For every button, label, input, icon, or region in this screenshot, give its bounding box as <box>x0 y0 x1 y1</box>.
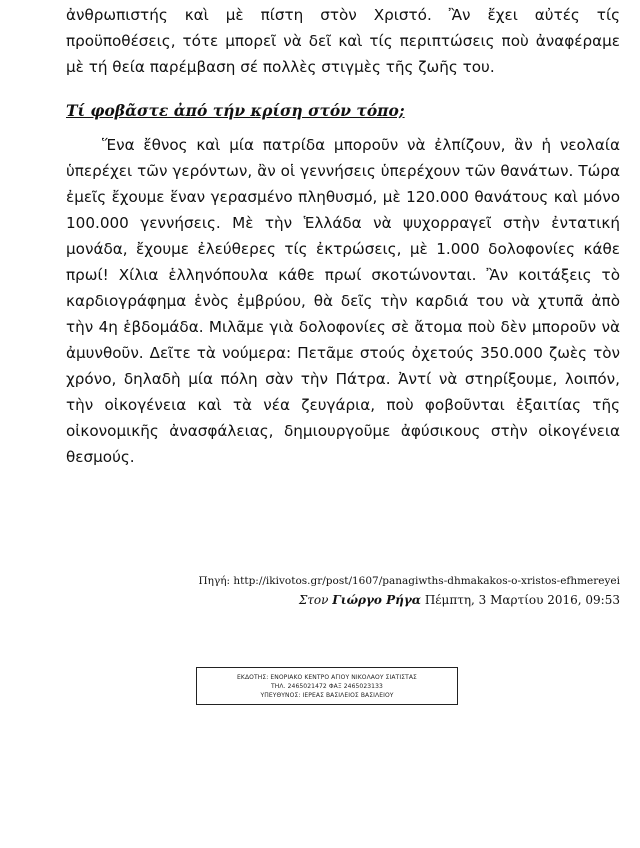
byline <box>299 592 620 608</box>
publisher-box <box>196 667 458 705</box>
question-heading: Τί φοβᾶστε ἀπό τήν κρίση στόν τόπο; <box>66 101 405 120</box>
source-line: Πηγή: http://ikivotos.gr/post/1607/panagiwths-dhmakakos-o-xristos-efhmereyei <box>198 575 620 587</box>
publisher-line-2: ΤΗΛ. 2465021472 ΦΑΞ 2465023133 <box>271 682 383 690</box>
publisher-line-1: ΕΚΔΟΤΗΣ: ΕΝΟΡΙΑΚΟ ΚΕΝΤΡΟ ΑΓΙΟΥ ΝΙΚΟΛΑΟΥ ΣΙΑΤΙΣΤΑΣ <box>237 673 417 681</box>
byline-prefix: Στον <box>298 593 333 607</box>
intro-paragraph: ἀνθρωπιστής καὶ μὲ πίστη στὸν Χριστό. Ἂν ἔχει αὐτές τίς προϋποθέσεις, τότε μπορεῖ νὰ δεῖ καὶ τίς περιπτώσεις ποὺ ἀναφέραμε μὲ τή θεία παρέμβαση σέ πολλὲς στιγμὲς τῆς ζωῆς του. <box>66 6 620 76</box>
publisher-line-3: ΥΠΕΥΘΥΝΟΣ: ΙΕΡΕΑΣ ΒΑΣΙΛΕΙΟΣ ΒΑΣΙΛΕΙΟΥ <box>260 691 394 699</box>
byline-name: Γιώργο Ρήγα <box>332 593 422 607</box>
answer-paragraph: Ἕνα ἔθνος καὶ μία πατρίδα μποροῦν νὰ ἐλπίζουν, ἂν ἡ νεολαία ὑπερέχει τῶν γερόντων, ἂν οἱ γεννήσεις ὑπερέχουν τῶν θανάτων. Τώρα ἐμεῖς ἔχουμε ἕναν γερασμένο πληθυσμό, μὲ 120.000 θανάτους καὶ μόνο 100.000 γεννήσεις. Μὲ τὴν Ἑλλάδα νὰ ψυχορραγεῖ στὴν ἐντατική μονάδα, ἔχουμε ἐλεύθερες τίς ἐκτρώσεις, μὲ 1.000 δολοφονίες κάθε πρωί! Χίλια ἑλληνόπουλα κάθε πρωί σκοτώνονται. Ἂν κοιτάξεις τὸ καρδιογράφημα ἑνὸς ἐμβρύου, θὰ δεῖς τὴν καρδιά του νὰ χτυπᾶ ἀπὸ τὴν 4η ἑβδομάδα. Μιλᾶμε γιὰ δολοφονίες σὲ ἄτομα ποὺ δὲν μποροῦν νὰ ἀμυνθοῦν. Δεῖτε τὰ νούμερα: Πετᾶμε στούς ὀχετούς 350.000 ζωὲς τὸν χρόνο, δηλαδὴ μία πόλη σὰν τὴν Πάτρα. Ἀντί νὰ στηρίξουμε, λοιπόν, τὴν οἰκογένεια καὶ τὰ νέα ζευγάρια, ποὺ φοβοῦνται ἐξαιτίας τῆς οἰκονομικῆς ἀνασφάλειας, δημιουργοῦμε ἀφύσικους στὴν οἰκογένεια θεσμούς. <box>66 136 620 466</box>
byline-author <box>299 593 421 607</box>
byline-date: Πέμπτη, 3 Μαρτίου 2016, 09:53 <box>421 593 620 607</box>
